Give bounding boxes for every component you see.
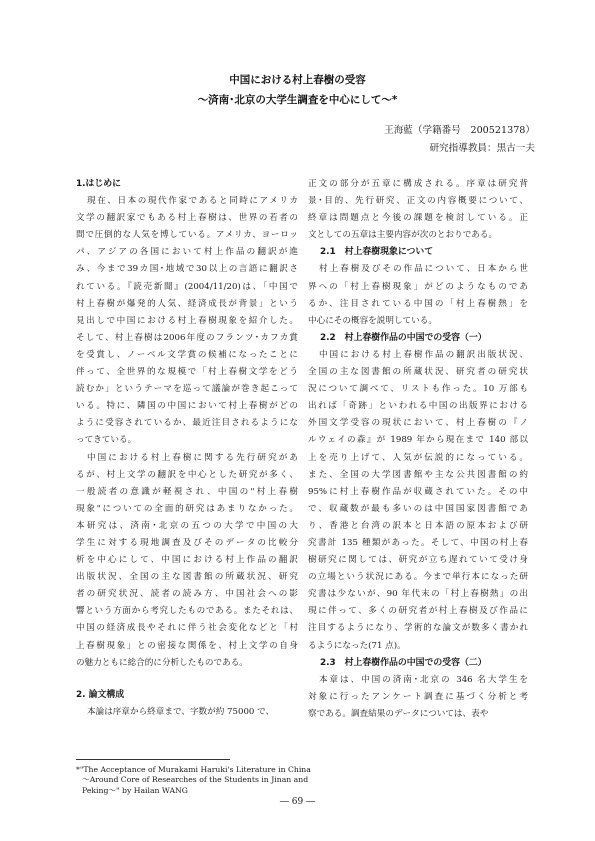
text-line: るか、注目されている中国の「村上春樹熱」を (308, 298, 528, 309)
text-line: 95%に村上春樹作品が収蔵されていた。その中 (308, 486, 528, 497)
text-line: 樹研究に関しては、研究が立ち遅れていて受け身 (308, 555, 528, 566)
text-line: るが、村上文学の翻訳を中心とした研究が多く、 (76, 469, 298, 480)
text-line: 見出しで中国における村上春樹現象を紹介した。 (76, 315, 298, 326)
text-line: 究書は少ないが、90 年代末の「村上春樹熱」の出 (308, 589, 528, 600)
text-line: 文学の翻訳家でもある村上春樹は、世界の若者の (76, 213, 298, 224)
text-line: 現に伴って、多くの研究者が村上春樹及び作品に (308, 606, 528, 617)
text-line: で、収蔵数が最も多いのは中国国家図書館であ (308, 503, 528, 514)
text-line: 注目するようになり、学術的な論文が数多く書かれ (308, 623, 528, 634)
text-line: 本論は序章から終章まで、字数が約 75000 で、 (87, 706, 275, 717)
author-line: 王海藍（学籍番号 200521378） (384, 125, 535, 136)
text-line: れている。『読売新聞』(2004/11/20)は、「中国で (76, 281, 298, 292)
body-paragraph (308, 672, 528, 723)
text-line: 究書計 135 種類があった。そして、中国の村上春 (308, 537, 528, 548)
text-line: パ、アジアの各国において村上作品の翻訳が進 (76, 247, 298, 258)
body-paragraph (76, 704, 298, 721)
text-line: 況について調べて、リストも作った。10 万部も (308, 384, 528, 395)
body-paragraph (76, 193, 298, 449)
text-line: 学生に対する現地調査及びそのデータの比較分 (76, 537, 298, 548)
left-column (76, 176, 298, 721)
body-paragraph (308, 176, 528, 244)
paper-title: 中国における村上春樹の受容 (229, 74, 366, 86)
text-line: 全国の主な図書館の所蔵状況、研究者の研究状 (308, 367, 528, 378)
paper-subtitle: ～済南･北京の大学生調査を中心にして～* (197, 94, 398, 106)
text-line: 村上春樹及びその作品について、日本から世 (319, 264, 528, 275)
section-heading: 2.2 村上春樹作品の中国での受容（一） (320, 332, 487, 343)
text-line: 現在、日本の現代作家であると同時にアメリカ (87, 196, 298, 207)
text-line: 文としての五章は主要内容が次のとおりである。 (308, 230, 498, 241)
text-line: 一般読者の意識が軽視され、中国の"村上春樹 (76, 486, 298, 497)
body-paragraph (76, 450, 298, 672)
section-heading: 2.3 村上春樹作品の中国での受容（二） (320, 657, 487, 668)
text-line: を受賞し、ノーベル文学賞の候補になったことに (76, 349, 298, 360)
footnote (76, 765, 311, 796)
text-line: 上を売り上げて、人気が伝説的になっている。 (308, 452, 528, 463)
text-line: 者の研究状況、読者の読み方、中国社会への影 (76, 589, 298, 600)
text-line: み、今まで39カ国･地域で30以上の言語に翻訳さ (76, 264, 298, 275)
footnote-line: Peking～" by Hailan WANG (82, 785, 188, 795)
footnote-line: ～Around Core of Researches of the Students in Jinan and (82, 775, 309, 785)
text-line: 響という方面から考究したものである。またそれは、 (76, 606, 298, 617)
text-line: 本研究は、済南･北京の五つの大学で中国の大 (76, 520, 298, 531)
text-line: また、全国の大学図書館や主な公共図書館の約 (308, 469, 528, 480)
text-line: 中国の経済成長やそれに伴う社会変化などと「村 (76, 623, 298, 634)
text-line: 間で圧倒的な人気を博している。アメリカ、ヨーロッ (76, 230, 298, 241)
text-line: ってきている。 (76, 435, 137, 446)
text-line: 外国文学受容の現状において、村上春樹の『ノ (308, 418, 528, 429)
text-line: 出版状況、全国の主な図書館の所蔵状況、研究 (76, 572, 298, 583)
text-line: 本章は、中国の済南･北京の 346 名大学生を (319, 674, 528, 685)
text-line: の立場という状況にある。今まで単行本になった研 (308, 572, 528, 583)
text-line: 村上春樹が爆発的人気、経済成長が背景」という (76, 298, 298, 309)
advisor-line: 研究指導教員：黒古一夫 (429, 143, 535, 154)
section-heading: 1.はじめに (76, 179, 122, 189)
text-line: り、香港と台湾の訳本と日本語の原本および研 (308, 520, 528, 531)
text-line: 中国における村上春樹作品の翻訳出版状況、 (319, 349, 528, 360)
text-line: 景･目的、先行研究、正文の内容概要について、 (308, 196, 528, 207)
section-heading: 2.1 村上春樹現象について (320, 247, 434, 258)
right-column (308, 176, 528, 723)
text-line: 終章は問題点と今後の課題を検討している。正 (308, 213, 528, 224)
text-line: るようになった(71 点)。 (308, 640, 406, 651)
body-paragraph (308, 347, 528, 655)
text-line: 出れば「奇跡」といわれる中国の出版界における (308, 401, 528, 412)
text-line: の魅力ともに総合的に分析したものである。 (76, 657, 248, 668)
text-line: いる。特に、隣国の中国において村上春樹がどの (76, 401, 298, 412)
body-paragraph (308, 261, 528, 329)
text-line: 界への「村上春樹現象」がどのようなものであ (308, 281, 528, 292)
text-line: 現象"についての全面的研究はあまりなかった。 (76, 503, 298, 514)
text-line: 対象に行ったアンケート調査に基づく分析と考 (308, 691, 528, 702)
text-line: ルウェイの森』が 1989 年から現在まで 140 部以 (308, 435, 528, 446)
page-number: ― 69 ― (279, 797, 316, 807)
text-line: 読むか」というテーマを巡って議論が巻き起こって (76, 384, 298, 395)
text-line: 察である。調査結果のデータについては、表や (308, 708, 489, 719)
text-line: 析を中心にして、中国における村上作品の翻訳 (76, 555, 298, 566)
text-line: 伴って、全世界的な規模で「村上春樹文学をどう (76, 367, 298, 378)
footnote-rule (76, 759, 230, 760)
text-line: ように受容されているか、最近注目されるようにな (76, 418, 298, 429)
text-line: 正文の部分が五章に構成される。序章は研究背 (308, 179, 528, 189)
text-line: そして、村上春樹は2006年度のフランツ･カフカ賞 (76, 332, 298, 343)
footnote-line: *"The Acceptance of Murakami Haruki's Literature in China (76, 765, 311, 774)
text-line: 中心にその概容を説明している。 (308, 315, 437, 326)
text-line: 上春樹現象」との密接な関係を、村上文学の自身 (76, 640, 298, 651)
text-line: 中国における村上春樹に関する先行研究があ (87, 452, 298, 463)
section-heading: 2. 論文構成 (76, 689, 125, 700)
